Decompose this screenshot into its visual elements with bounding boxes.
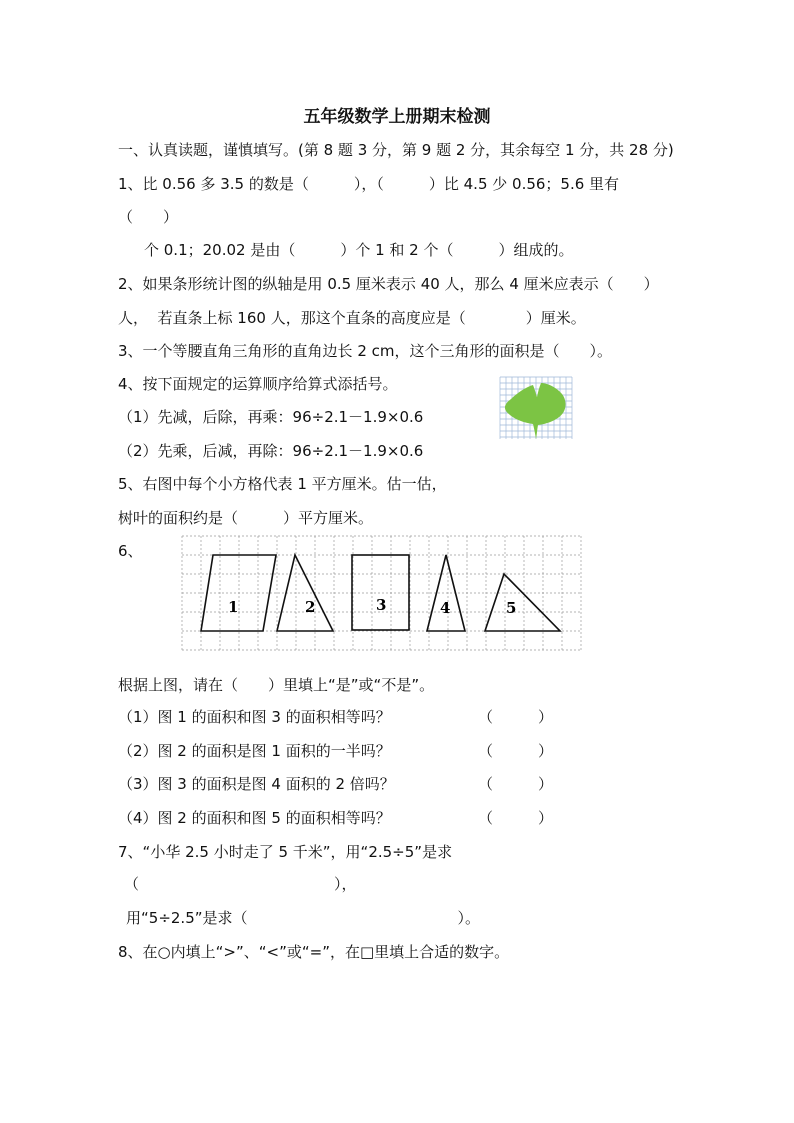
figure-5-triangle bbox=[485, 574, 560, 631]
leaf-grid-figure bbox=[500, 377, 572, 439]
figure-2-triangle bbox=[277, 555, 333, 631]
question-6-item-3: （3）图 3 的面积是图 4 面积的 2 倍吗？ bbox=[118, 775, 395, 793]
figure-1-label: 1 bbox=[228, 598, 239, 616]
question-4-sub-2: （2）先乘，后减，再除：96÷2.1－1.9×0.6 bbox=[118, 442, 424, 460]
page-title: 五年级数学上册期末检测 bbox=[303, 107, 491, 127]
question-7-line-2: （ ）， bbox=[124, 875, 357, 893]
figure-2-label: 2 bbox=[305, 598, 316, 616]
question-6-number: 6、 bbox=[118, 542, 143, 560]
figure-5-label: 5 bbox=[506, 599, 517, 617]
question-1-line-2: （ ） bbox=[118, 208, 179, 226]
question-5-line-1: 5、右图中每个小方格代表 1 平方厘米。估一估， bbox=[118, 475, 447, 493]
figure-3-rectangle bbox=[352, 555, 409, 630]
question-6-item-1: （1）图 1 的面积和图 3 的面积相等吗？ bbox=[118, 708, 391, 726]
section-1-header: 一、认真读题，谨慎填写。(第 8 题 3 分，第 9 题 2 分，其余每空 1 分，共 28 分) bbox=[118, 141, 674, 159]
question-2-line-1: 2、如果条形统计图的纵轴是用 0.5 厘米表示 40 人，那么 4 厘米应表示（ ） bbox=[118, 275, 659, 293]
question-5-line-2: 树叶的面积约是（ ）平方厘米。 bbox=[118, 509, 374, 527]
question-6-item-3-blank: （ ） bbox=[478, 775, 554, 793]
question-7-line-1: 7、“小华 2.5 小时走了 5 千米”，用“2.5÷5”是求 bbox=[118, 843, 453, 861]
leaf-shape bbox=[505, 383, 566, 439]
question-4-line-1: 4、按下面规定的运算顺序给算式添括号。 bbox=[118, 375, 398, 393]
question-6-item-1-blank: （ ） bbox=[478, 708, 554, 726]
question-3-line-1: 3、一个等腰直角三角形的直角边长 2 cm，这个三角形的面积是（ ）。 bbox=[118, 342, 612, 360]
question-4-sub-1: （1）先减，后除，再乘：96÷2.1－1.9×0.6 bbox=[118, 408, 424, 426]
question-6-item-2-blank: （ ） bbox=[478, 742, 554, 760]
question-6-item-4: （4）图 2 的面积和图 5 的面积相等吗？ bbox=[118, 809, 391, 827]
question-6-item-4-blank: （ ） bbox=[478, 809, 554, 827]
question-2-line-2: 人， 若直条上标 160 人，那这个直条的高度应是（ ）厘米。 bbox=[118, 309, 586, 327]
shapes-grid-figure bbox=[182, 536, 582, 650]
question-6-instruction: 根据上图，请在（ ）里填上“是”或“不是”。 bbox=[118, 676, 435, 694]
question-1-line-3: 个 0.1；20.02 是由（ ）个 1 和 2 个（ ）组成的。 bbox=[144, 241, 574, 259]
figure-3-label: 3 bbox=[376, 596, 387, 614]
question-6-item-2: （2）图 2 的面积是图 1 面积的一半吗？ bbox=[118, 742, 391, 760]
figure-4-label: 4 bbox=[440, 599, 451, 617]
question-7-line-3: 用“5÷2.5”是求（ ）。 bbox=[126, 909, 481, 927]
question-1-line-1: 1、比 0.56 多 3.5 的数是（ ），（ ）比 4.5 少 0.56；5.6 里有 bbox=[118, 175, 620, 193]
question-8-line-1: 8、在○内填上“>”、“<”或“=”，在□里填上合适的数字。 bbox=[118, 943, 510, 961]
